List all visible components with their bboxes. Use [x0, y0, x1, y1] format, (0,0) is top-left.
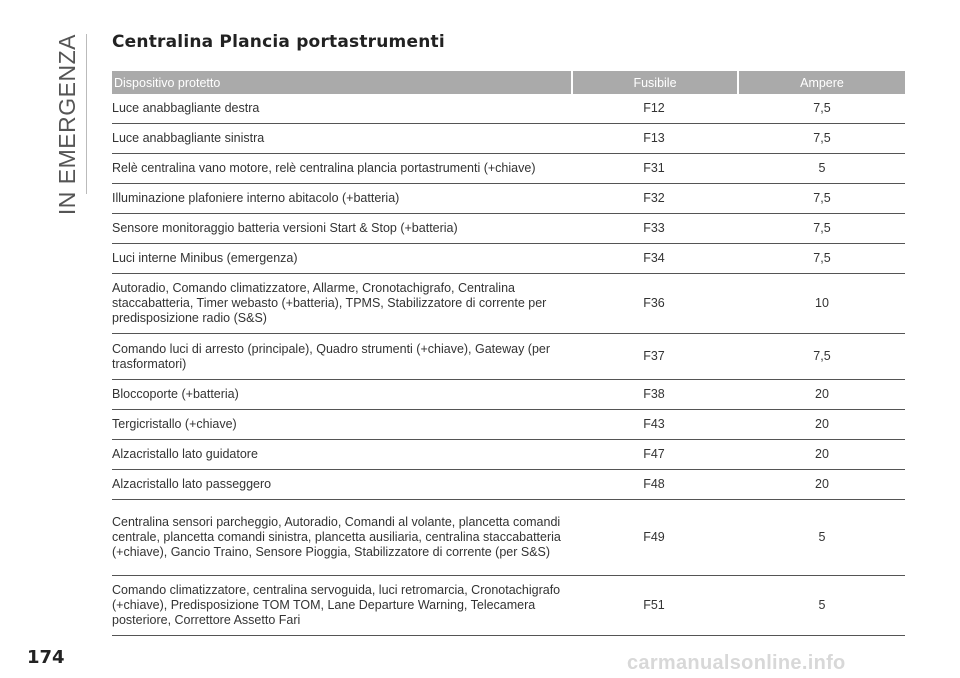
cell-fuse: F32 [643, 191, 665, 205]
cell-fuse: F33 [643, 221, 665, 235]
cell-fuse: F36 [643, 296, 665, 310]
cell-device: Bloccoporte (+batteria) [112, 387, 239, 401]
table-row [112, 94, 905, 124]
table-row [112, 274, 905, 334]
cell-fuse: F51 [643, 598, 665, 612]
table-row [112, 154, 905, 184]
table-row [112, 334, 905, 380]
header-ampere: Ampere [739, 71, 905, 94]
cell-ampere: 7,5 [813, 251, 831, 265]
header-fuse: Fusibile [573, 71, 737, 94]
section-divider [86, 34, 87, 194]
cell-fuse: F43 [643, 417, 665, 431]
cell-device: Luce anabbagliante destra [112, 101, 260, 115]
table-header [112, 71, 905, 94]
cell-device: Centralina sensori parcheggio, Autoradio, Comandi al volante, plancetta comandi centrale, plancetta comandi sinistra, plancetta ausiliaria, centralina staccabatteria (+chiave), Gancio Traino, Sensore Pioggia, Stabilizzatore di corrente (per S&S) [112, 515, 561, 559]
cell-device: Comando climatizzatore, centralina servoguida, luci retromarcia, Cronotachigrafo (+chiave), Predisposizione TOM TOM, Lane Departure Warning, Telecamera posteriore, Correttore Assetto Fari [112, 583, 561, 627]
cell-device: Autoradio, Comando climatizzatore, Allarme, Cronotachigrafo, Centralina staccabatteria, Timer webasto (+batteria), TPMS, Stabilizzatore di corrente per predisposizione radio (S&S) [112, 281, 547, 325]
fuse-table [112, 71, 905, 636]
cell-device: Comando luci di arresto (principale), Quadro strumenti (+chiave), Gateway (per trasformatori) [112, 341, 551, 371]
cell-ampere: 7,5 [813, 191, 831, 205]
cell-device: Tergicristallo (+chiave) [112, 417, 237, 431]
cell-device: Luci interne Minibus (emergenza) [112, 251, 298, 265]
cell-fuse: F48 [643, 477, 665, 491]
cell-fuse: F49 [643, 530, 665, 544]
table-row [112, 124, 905, 154]
table-row [112, 214, 905, 244]
table-row [112, 576, 905, 636]
header-device-label: Dispositivo protetto [114, 75, 221, 90]
cell-fuse: F31 [643, 161, 665, 175]
cell-ampere: 5 [818, 161, 826, 175]
cell-ampere: 7,5 [813, 131, 831, 145]
cell-fuse: F37 [643, 349, 665, 363]
cell-fuse: F13 [643, 131, 665, 145]
cell-ampere: 20 [815, 417, 829, 431]
cell-device: Sensore monitoraggio batteria versioni Start & Stop (+batteria) [112, 221, 458, 235]
cell-ampere: 7,5 [813, 349, 831, 363]
table-row [112, 470, 905, 500]
table-row [112, 410, 905, 440]
header-device [112, 71, 571, 94]
cell-ampere: 20 [815, 387, 829, 401]
cell-fuse: F38 [643, 387, 665, 401]
cell-ampere: 20 [815, 477, 829, 491]
cell-device: Alzacristallo lato passeggero [112, 477, 272, 491]
cell-device: Illuminazione plafoniere interno abitacolo (+batteria) [112, 191, 400, 205]
cell-fuse: F12 [643, 101, 665, 115]
section-label [54, 34, 78, 214]
cell-ampere: 5 [818, 530, 826, 544]
cell-ampere: 7,5 [813, 221, 831, 235]
table-row [112, 380, 905, 410]
table-row [112, 440, 905, 470]
cell-ampere: 20 [815, 447, 829, 461]
cell-ampere: 7,5 [813, 101, 831, 115]
cell-device: Luce anabbagliante sinistra [112, 131, 265, 145]
cell-fuse: F34 [643, 251, 665, 265]
cell-ampere: 10 [815, 296, 829, 310]
page-title: Centralina Plancia portastrumenti [112, 32, 445, 52]
cell-ampere: 5 [818, 598, 826, 612]
cell-fuse: F47 [643, 447, 665, 461]
cell-device: Alzacristallo lato guidatore [112, 447, 258, 461]
section-label-text: IN EMERGENZA [54, 34, 80, 216]
cell-device: Relè centralina vano motore, relè centralina plancia portastrumenti (+chiave) [112, 161, 536, 175]
table-row [112, 244, 905, 274]
page-number: 174 [27, 647, 65, 668]
table-body [112, 94, 905, 636]
table-row [112, 184, 905, 214]
table-row [112, 500, 905, 576]
watermark: carmanualsonline.info [627, 652, 846, 674]
